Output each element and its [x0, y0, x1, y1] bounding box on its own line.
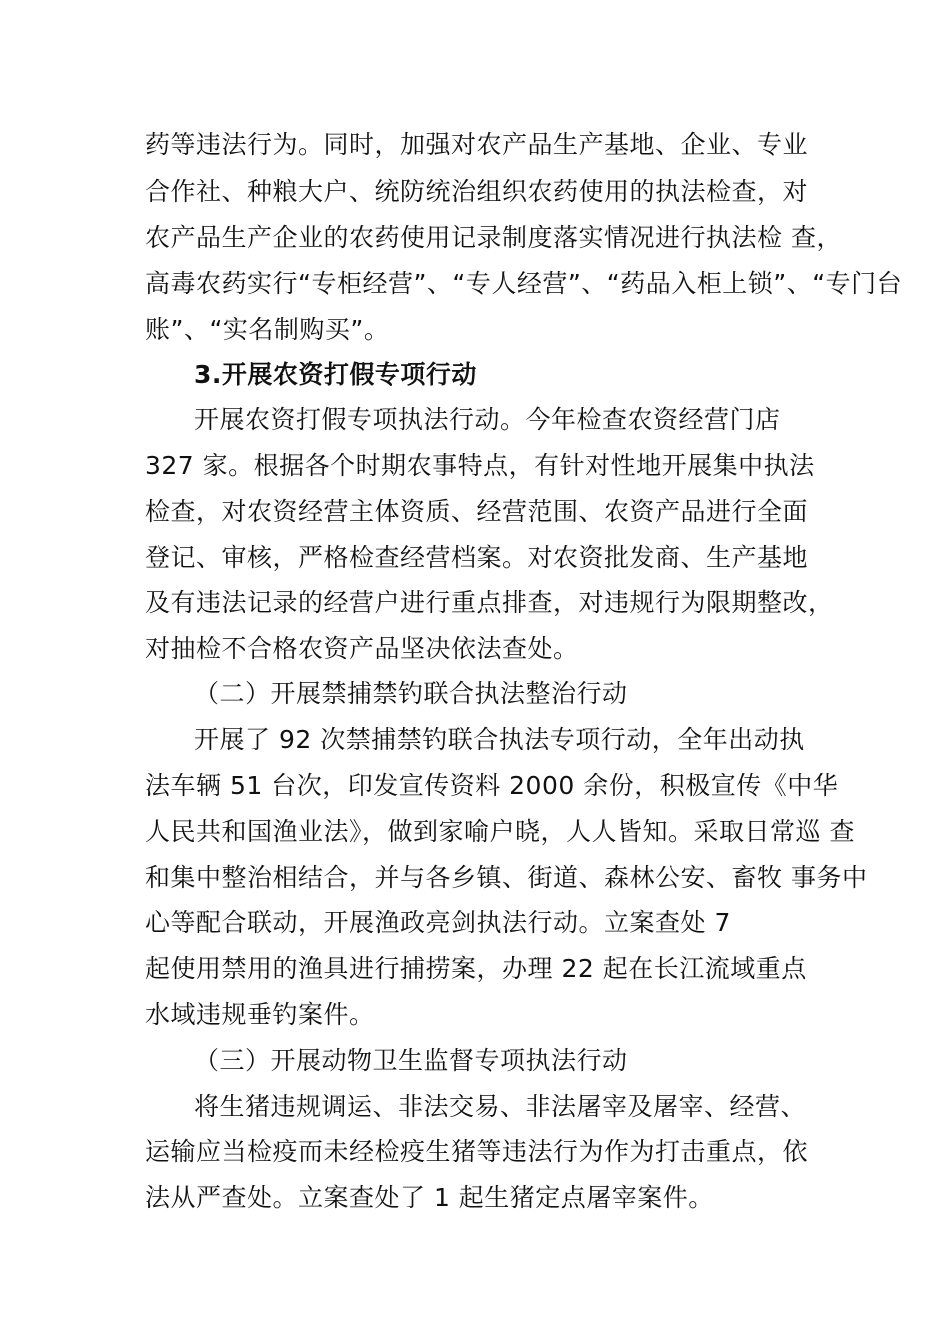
paragraph-line: 登记、审核，严格检查经营档案。对农资批发商、生产基地	[145, 543, 809, 572]
paragraph-line: 农产品生产企业的农药使用记录制度落实情况进行执法检 查，	[145, 223, 842, 252]
paragraph-line: 检查，对农资经营主体资质、经营范围、农资产品进行全面	[145, 497, 809, 526]
paragraph-line: 账”、“实名制购买”。	[145, 315, 390, 344]
paragraph-line: 高毒农药实行“专柜经营”、“专人经营”、“药品入柜上锁”、“专门台	[145, 269, 903, 298]
paragraph-line: 和集中整治相结合，并与各乡镇、街道、森林公安、畜牧 事务中	[145, 863, 868, 892]
paragraph-line: 运输应当检疫而未经检疫生猪等违法行为作为打击重点，依	[145, 1137, 809, 1166]
paragraph-line: 起使用禁用的渔具进行捕捞案，办理 22 起在长江流域重点	[145, 954, 807, 983]
paragraph-line: 开展农资打假专项执法行动。今年检查农资经营门店	[194, 405, 781, 434]
paragraph-line: 合作社、种粮大户、统防统治组织农药使用的执法检查，对	[145, 177, 809, 206]
section-heading: （三）开展动物卫生监督专项执法行动	[194, 1046, 628, 1075]
paragraph-line: 水域违规垂钓案件。	[145, 1000, 375, 1029]
paragraph-line: 法从严查处。立案查处了 1 起生猪定点屠宰案件。	[145, 1183, 714, 1212]
section-heading: （二）开展禁捕禁钓联合执法整治行动	[194, 679, 628, 708]
paragraph-line: 人民共和国渔业法》，做到家喻户晓，人人皆知。采取日常巡 查	[145, 817, 855, 846]
paragraph-line: 对抽检不合格农资产品坚决依法查处。	[145, 634, 579, 663]
paragraph-line: 心等配合联动，开展渔政亮剑执法行动。立案查处 7	[145, 908, 731, 937]
paragraph-line: 将生猪违规调运、非法交易、非法屠宰及屠宰、经营、	[194, 1092, 807, 1121]
paragraph-line: 及有违法记录的经营户进行重点排查，对违规行为限期整改，	[145, 588, 834, 617]
paragraph-line: 药等违法行为。同时，加强对农产品生产基地、企业、专业	[145, 130, 809, 159]
section-heading: 3.开展农资打假专项行动	[194, 360, 477, 389]
paragraph-line: 法车辆 51 台次，印发宣传资料 2000 余份，积极宣传《中华	[145, 771, 839, 800]
paragraph-line: 327 家。根据各个时期农事特点，有针对性地开展集中执法	[145, 451, 815, 480]
paragraph-line: 开展了 92 次禁捕禁钓联合执法专项行动，全年出动执	[194, 725, 805, 754]
